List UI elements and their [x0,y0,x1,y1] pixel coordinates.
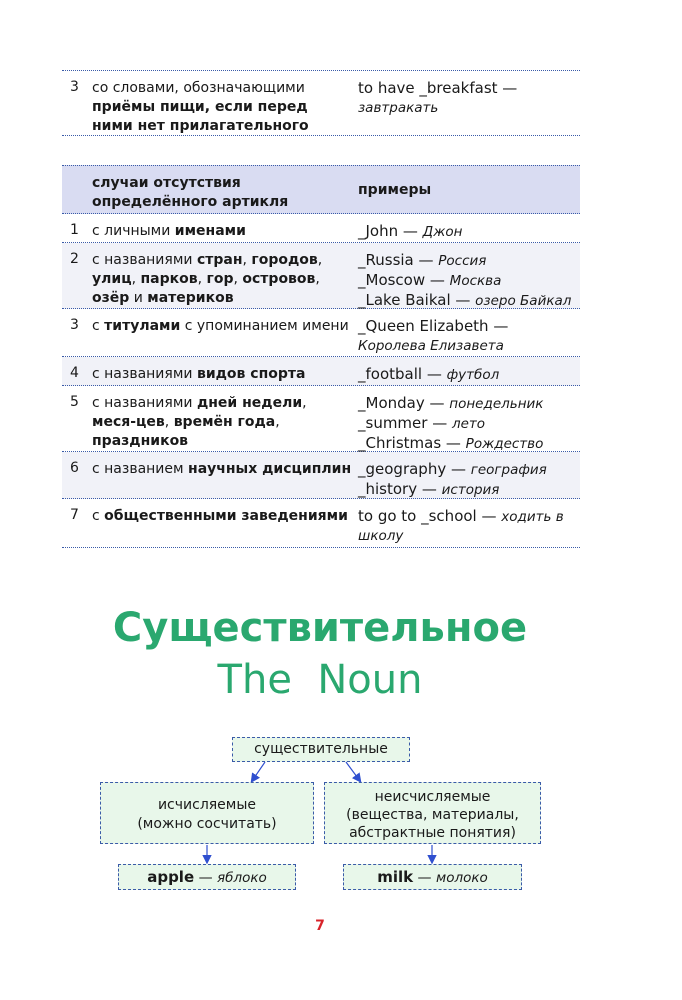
table-row [62,309,580,357]
example-cell: to go to _school — ходить в школу [358,507,564,544]
section-title-ru: Существительное [112,605,528,651]
rule-text: с личными именами [92,223,246,239]
example-cell: _Russia — Россия _Moscow — Москва _Lake Baikal — озеро Байкал [358,251,572,309]
countable-box [100,782,314,844]
table-row [62,499,580,548]
rule-text: с названием научных дисциплин [92,461,352,477]
example-cell: _Monday — понедельник _summer — лето _Christmas — Рождество [358,394,544,452]
row-number: 7 [70,507,79,523]
table-row [62,357,580,386]
example-cell: to have _breakfast — завтракать [358,79,518,116]
diagram-root-label: существительные [254,741,388,757]
section-title-en: The Noun [217,657,423,703]
example-cell: _football — футбол [358,365,500,383]
diagram-root-box [232,737,410,762]
header-cases: случаи отсутствия определённого артикля [92,175,289,210]
rule-text: с титулами с упоминанием имени [92,318,349,334]
row-number: 1 [70,222,79,238]
rule-text: с названиями видов спорта [92,366,306,382]
countable-title: исчисляемые [157,797,257,813]
row-number: 6 [70,460,79,476]
table-articles-continued [62,70,580,136]
row-number: 5 [70,394,79,410]
uncountable-example-box: milk — молоко [343,864,522,890]
example-en: milk [377,868,414,886]
table-row [62,452,580,499]
row-number: 4 [70,365,79,381]
uncountable-title: неисчисляемые [374,789,491,805]
table-zero-article [62,165,580,548]
header-examples: примеры [358,182,432,198]
rule-text: с названиями дней недели, меся-цев, времён года, праздников [92,395,307,449]
example-cell: _geography — география _history — история [358,460,547,498]
example-ru: молоко [436,870,488,886]
row-number: 3 [70,317,79,333]
rule-text: с общественными заведениями [92,508,348,524]
countable-example-box: apple — яблоко [118,864,296,890]
uncountable-box [324,782,541,844]
uncountable-note-2: абстрактные понятия) [349,825,516,841]
example-ru: яблоко [217,870,267,886]
rule-text: с названиями стран, городов, улиц, парков, гор, островов, озёр и материков [92,252,323,306]
page-number: 7 [315,918,325,934]
example-en: apple [147,868,195,886]
example-cell: _John — Джон [358,222,463,240]
table-row [62,386,580,452]
table-row [62,214,580,243]
arrow-to-countable [252,762,265,781]
arrow-to-uncountable [346,762,360,781]
uncountable-note-1: (вещества, материалы, [346,807,519,823]
row-number: 3 [70,79,79,95]
example-cell: _Queen Elizabeth — Королева Елизавета [358,317,509,354]
table-row [62,243,580,309]
row-number: 2 [70,251,79,267]
table-row [62,71,580,136]
countable-note: (можно сосчитать) [137,816,277,832]
rule-text: со словами, обозначающими приёмы пищи, если перед ними нет прилагательного [92,80,309,134]
table-header [62,165,580,214]
